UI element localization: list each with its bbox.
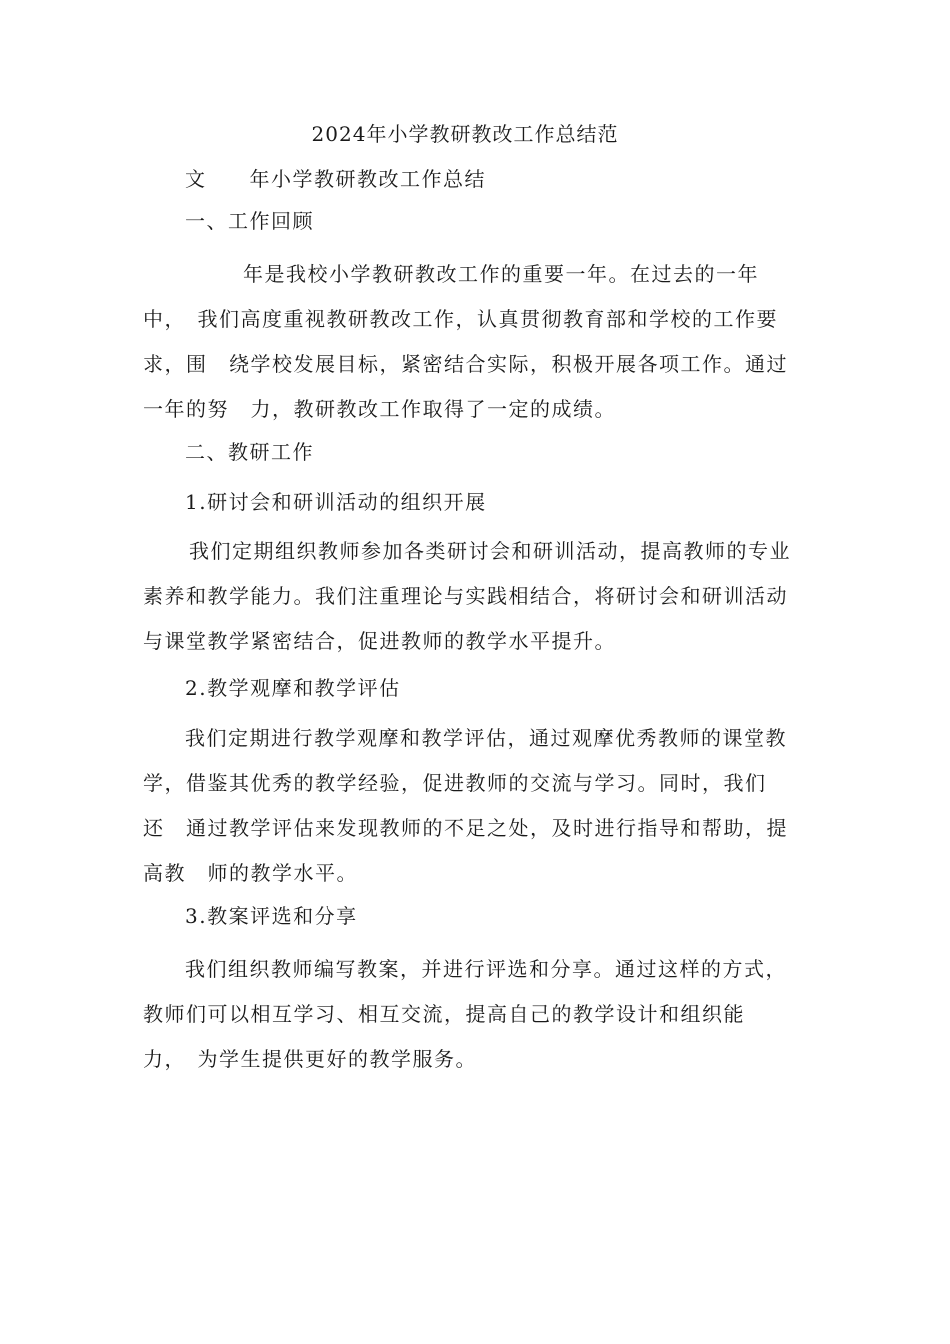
paragraph-line: 中， 我们高度重视教研教改工作，认真贯彻教育部和学校的工作要 [143, 307, 778, 331]
document-title: 2024年小学教研教改工作总结范 [311, 122, 619, 146]
subsection-heading: 1.研讨会和研训活动的组织开展 [185, 490, 487, 514]
paragraph-line: 与课堂教学紧密结合，促进教师的教学水平提升。 [143, 629, 616, 653]
paragraph-line: 还 通过教学评估来发现教师的不足之处，及时进行指导和帮助，提 [143, 816, 788, 840]
paragraph-line: 年是我校小学教研教改工作的重要一年。在过去的一年 [243, 262, 759, 286]
section-heading-review: 一、工作回顾 [185, 209, 314, 233]
paragraph-line: 素养和教学能力。我们注重理论与实践相结合，将研讨会和研训活动 [143, 584, 788, 608]
paragraph-line: 求，围 绕学校发展目标，紧密结合实际，积极开展各项工作。通过 [143, 352, 788, 376]
paragraph-line: 力， 为学生提供更好的教学服务。 [143, 1047, 477, 1071]
subtitle-line: 文 年小学教研教改工作总结 [185, 167, 486, 191]
paragraph-line: 高教 师的教学水平。 [143, 861, 358, 885]
paragraph-line: 我们定期组织教师参加各类研讨会和研训活动，提高教师的专业 [189, 539, 791, 563]
paragraph-line: 我们组织教师编写教案，并进行评选和分享。通过这样的方式， [185, 957, 787, 981]
subsection-heading: 3.教案评选和分享 [185, 904, 358, 928]
section-heading-research: 二、教研工作 [185, 440, 314, 464]
paragraph-line: 一年的努 力，教研教改工作取得了一定的成绩。 [143, 397, 616, 421]
paragraph-line: 学，借鉴其优秀的教学经验，促进教师的交流与学习。同时，我们 [143, 771, 767, 795]
paragraph-line: 我们定期进行教学观摩和教学评估，通过观摩优秀教师的课堂教 [185, 726, 787, 750]
paragraph-line: 教师们可以相互学习、相互交流，提高自己的教学设计和组织能 [143, 1002, 745, 1026]
subsection-heading: 2.教学观摩和教学评估 [185, 676, 401, 700]
